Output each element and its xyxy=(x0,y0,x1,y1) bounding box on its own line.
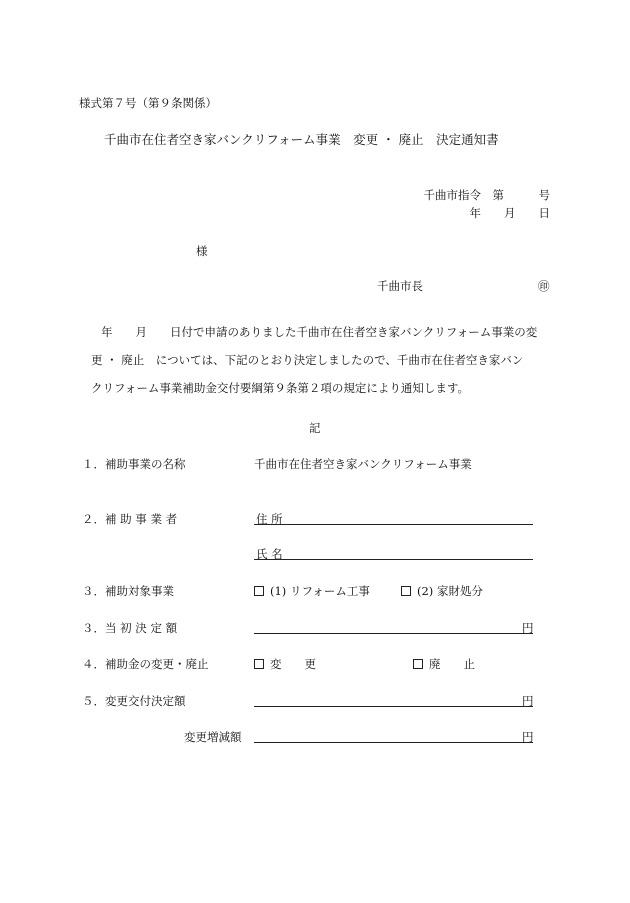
option-abolish[interactable] xyxy=(413,657,475,671)
directive-number: 千曲市指令 第 号 xyxy=(423,188,550,202)
sender-name: 千曲市長 xyxy=(377,279,423,293)
name-label: 氏 名 xyxy=(256,547,283,561)
body-line-3: クリフォーム事業補助金交付要綱第９条第２項の規定により通知します。 xyxy=(91,381,470,395)
item4-label: ４．補助金の変更・廃止 xyxy=(82,657,209,671)
form-number: 様式第７号（第９条関係） xyxy=(79,96,217,110)
item1-value: 千曲市在住者空き家バンクリフォーム事業 xyxy=(254,457,472,471)
issue-date: 年 月 日 xyxy=(469,206,550,220)
option-reform-work[interactable] xyxy=(254,584,370,598)
address-label: 住 所 xyxy=(256,512,283,526)
initial-amount-unit: 円 xyxy=(522,621,534,635)
initial-amount-line[interactable] xyxy=(254,633,533,634)
checkbox-icon[interactable] xyxy=(401,586,411,596)
item3b-label: ３．当 初 決 定 額 xyxy=(82,621,178,635)
name-field-line[interactable] xyxy=(254,559,533,560)
addressee-sama: 様 xyxy=(196,244,208,258)
item5-label: ５．変更交付決定額 xyxy=(82,694,186,708)
checkbox-icon[interactable] xyxy=(254,659,264,669)
changed-amount-line[interactable] xyxy=(254,706,533,707)
diff-amount-unit: 円 xyxy=(522,730,534,744)
item3a-label: ３．補助対象事業 xyxy=(82,584,174,598)
diff-label: 変更増減額 xyxy=(184,730,242,744)
item1-label: １．補助事業の名称 xyxy=(82,457,186,471)
changed-amount-unit: 円 xyxy=(522,694,534,708)
body-line-2: 更 ・ 廃止 については、下記のとおり決定しましたので、千曲市在住者空き家バン xyxy=(91,353,524,367)
option-household-disposal[interactable] xyxy=(401,584,483,598)
option-change-label: 変 更 xyxy=(270,657,316,671)
body-line-1: 年 月 日付で申請のありました千曲市在住者空き家バンクリフォーム事業の変 xyxy=(101,325,538,339)
seal-mark: ㊞ xyxy=(538,279,550,293)
diff-amount-line[interactable] xyxy=(254,742,533,743)
address-field-line[interactable] xyxy=(254,524,533,525)
checkbox-icon[interactable] xyxy=(254,586,264,596)
item2-label: ２．補 助 事 業 者 xyxy=(82,512,178,526)
checkbox-icon[interactable] xyxy=(413,659,423,669)
ki-heading: 記 xyxy=(309,421,321,435)
option-household-disposal-label: (2) 家財処分 xyxy=(417,584,483,598)
document-title: 千曲市在住者空き家バンクリフォーム事業 変更 ・ 廃止 決定通知書 xyxy=(104,132,499,147)
option-abolish-label: 廃 止 xyxy=(429,657,475,671)
option-reform-work-label: (1) リフォーム工事 xyxy=(270,584,370,598)
option-change[interactable] xyxy=(254,657,316,671)
